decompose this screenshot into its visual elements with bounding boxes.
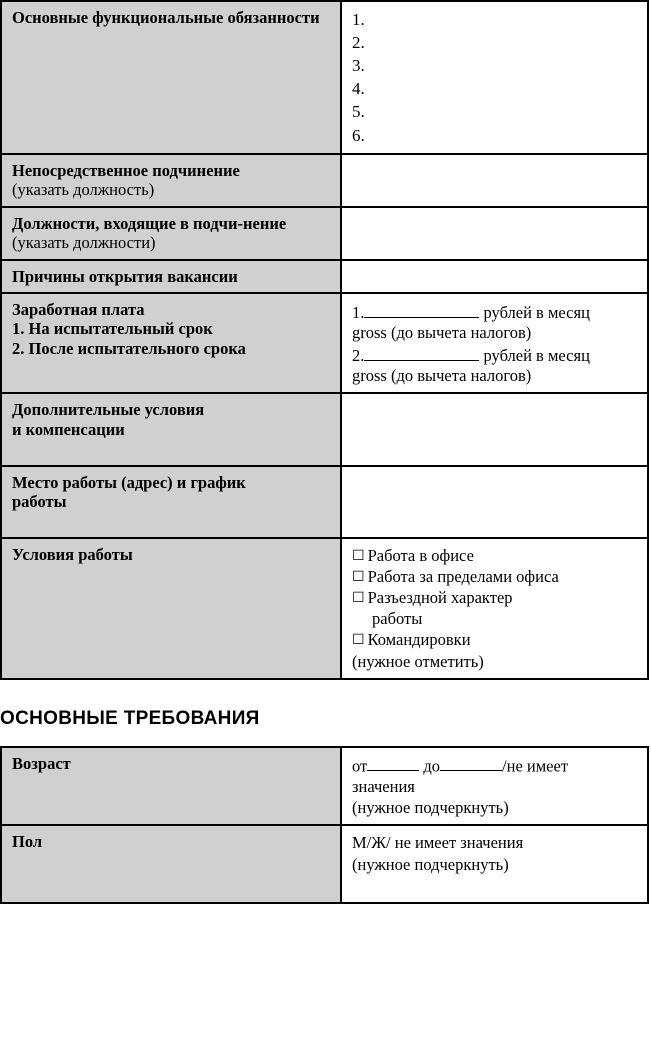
age-range-line: [352, 754, 639, 777]
checkbox-option-office[interactable]: [352, 545, 639, 566]
table-row-gender: [1, 825, 648, 902]
row-value-work-conditions: [341, 538, 648, 679]
age-line2: значения: [352, 777, 415, 797]
salary-trial-blank[interactable]: [364, 300, 479, 318]
salary-label-line2: 1. На испытательный срок: [12, 319, 213, 339]
gender-options: М/Ж/ не имеет значения: [352, 833, 524, 853]
checkbox-option-outside-office[interactable]: [352, 566, 639, 587]
salary-after-suffix: рублей в месяц: [479, 345, 590, 365]
section-title-requirements: ОСНОВНЫЕ ТРЕБОВАНИЯ: [0, 707, 260, 729]
row-value-direct-subordination[interactable]: [341, 154, 648, 207]
label-sub-text: (указать должности): [12, 233, 156, 253]
row-value-salary[interactable]: [341, 293, 648, 393]
checkbox-icon[interactable]: ☐: [352, 547, 365, 564]
duties-list: [352, 8, 639, 147]
list-item: 6.: [352, 125, 365, 145]
label-line1: Место работы (адрес) и график: [12, 472, 246, 492]
gender-note: (нужное подчеркнуть): [352, 854, 509, 874]
salary-label-line3: 2. После испытательного срока: [12, 338, 246, 358]
table-row-vacancy-reason: [1, 260, 648, 293]
salary-trial-line: [352, 303, 590, 322]
salary-label-line1: Заработная плата: [12, 300, 145, 319]
list-item: 4.: [352, 79, 365, 99]
gender-spacer: [352, 875, 639, 896]
table-row-workplace: [1, 466, 648, 538]
table-row-additional-conditions: [1, 393, 648, 465]
checkbox-note: (нужное отметить): [352, 651, 484, 671]
salary-trial-gross: gross (до вычета налогов): [352, 322, 532, 342]
checkbox-label: Работа за пределами офиса: [367, 567, 559, 587]
row-value-duties: [341, 1, 648, 154]
list-item: 5.: [352, 102, 365, 122]
requirements-table: [0, 746, 649, 904]
row-value-vacancy-reason[interactable]: [341, 260, 648, 293]
row-label-workplace: [1, 466, 341, 538]
list-item: 2.: [352, 33, 365, 53]
table-row-subordinate-positions: [1, 207, 648, 260]
row-label-work-conditions: Условия работы: [1, 538, 341, 679]
label-line1: Дополнительные условия: [12, 400, 205, 420]
checkbox-option-traveling[interactable]: [352, 587, 639, 608]
row-label-subordinate-positions: [1, 207, 341, 260]
salary-after-gross: gross (до вычета налогов): [352, 366, 532, 386]
table-row-work-conditions: [1, 538, 648, 679]
salary-trial-prefix: 1.: [352, 302, 365, 322]
salary-trial-suffix: рублей в месяц: [479, 302, 590, 322]
row-value-subordinate-positions[interactable]: [341, 207, 648, 260]
checkbox-label: Командировки: [367, 630, 471, 650]
salary-after-blank[interactable]: [364, 343, 479, 361]
label-sub-text: (указать должность): [12, 180, 155, 200]
list-item: 3.: [352, 56, 365, 76]
checkbox-label: Разъездной характер: [367, 588, 513, 608]
row-label-gender: Пол: [1, 825, 341, 902]
row-value-workplace[interactable]: [341, 466, 648, 538]
salary-after-prefix: 2.: [352, 345, 365, 365]
checkbox-option-business-trips[interactable]: [352, 629, 639, 650]
table-row-direct-subordination: [1, 154, 648, 207]
row-label-vacancy-reason: Причины открытия вакансии: [1, 260, 341, 293]
list-item: 1.: [352, 10, 365, 29]
age-to-text: до: [419, 756, 441, 776]
label-main-text: Должности, входящие в подчи-нение: [12, 213, 287, 233]
table-row-duties: [1, 1, 648, 154]
row-value-gender[interactable]: [341, 825, 648, 902]
label-line2: работы: [12, 492, 67, 512]
row-label-duties: Основные функциональные обязанности: [1, 1, 341, 154]
row-label-age: Возраст: [1, 747, 341, 826]
row-label-direct-subordination: [1, 154, 341, 207]
label-line2: и компенсации: [12, 419, 125, 439]
checkbox-option-traveling-cont: работы: [372, 609, 423, 629]
age-from-blank[interactable]: [367, 754, 419, 772]
table-row-age: [1, 747, 648, 826]
age-no-matter-text: /не имеет: [502, 756, 569, 776]
checkbox-icon[interactable]: ☐: [352, 632, 365, 649]
row-label-additional-conditions: [1, 393, 341, 465]
checkbox-icon[interactable]: ☐: [352, 590, 365, 607]
age-note: (нужное подчеркнуть): [352, 798, 509, 818]
row-label-salary: [1, 293, 341, 393]
table-row-salary: [1, 293, 648, 393]
label-main-text: Непосредственное подчинение: [12, 160, 240, 180]
salary-after-line: [352, 346, 590, 365]
row-value-age[interactable]: [341, 747, 648, 826]
row-value-additional-conditions[interactable]: [341, 393, 648, 465]
checkbox-icon[interactable]: ☐: [352, 569, 365, 586]
age-to-blank[interactable]: [440, 754, 502, 772]
age-from-text: от: [352, 756, 368, 776]
checkbox-label: Работа в офисе: [367, 545, 474, 565]
